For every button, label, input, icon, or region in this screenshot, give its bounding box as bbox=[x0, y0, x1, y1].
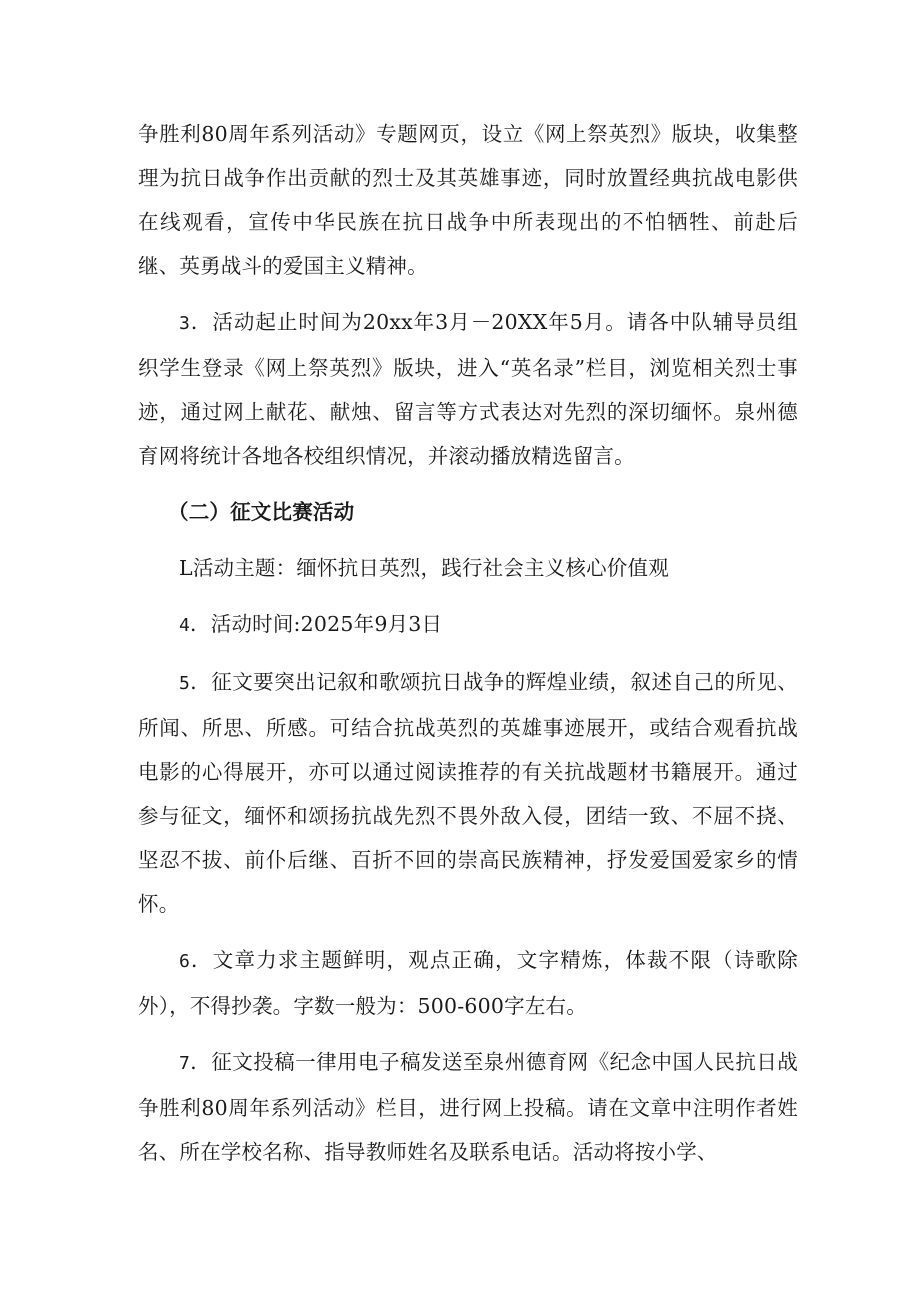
item-number: 5 bbox=[179, 673, 191, 694]
item-number: 6 bbox=[179, 951, 191, 972]
paragraph-theme: L活动主题：缅怀抗日英烈，践行社会主义核心价值观 bbox=[179, 556, 669, 580]
paragraph-item-3 bbox=[138, 300, 798, 478]
paragraph-item-4 bbox=[138, 602, 798, 648]
item-text: ．征文要突出记叙和歌颂抗日战争的辉煌业绩，叙述自己的所见、所闻、所思、所感。可结合抗战英烈的英雄事迹展开，或结合观看抗战电影的心得展开，亦可以通过阅读推荐的有关抗战题材书籍展开。通过参与征文，缅怀和颂扬抗战先烈不畏外敌入侵，团结一致、不屈不挠、坚忍不拔、前仆后继、百折不回的崇高民族精神，抒发爱国爱家乡的情怀。 bbox=[138, 670, 798, 916]
item-text: ．活动时间:2025年9月3日 bbox=[190, 612, 443, 636]
document-body bbox=[138, 112, 798, 1186]
paragraph-item-7 bbox=[138, 1040, 798, 1174]
paragraph-item-6 bbox=[138, 938, 798, 1028]
paragraph-item-5 bbox=[138, 660, 798, 926]
item-number: 7 bbox=[179, 1053, 191, 1074]
section-heading: （二）征文比赛活动 bbox=[168, 500, 355, 524]
item-text: ．活动起止时间为20xx年3月－20XX年5月。请各中队辅导员组织学生登录《网上祭英烈》版块，进入“英名录”栏目，浏览相关烈士事迹，通过网上献花、献烛、留言等方式表达对先烈的深切缅怀。泉州德育网将统计各地各校组织情况，并滚动播放精选留言。 bbox=[138, 310, 798, 468]
item-number: 3 bbox=[179, 313, 191, 334]
item-text: ．征文投稿一律用电子稿发送至泉州德育网《纪念中国人民抗日战争胜利80周年系列活动》栏目，进行网上投稿。请在文章中注明作者姓名、所在学校名称、指导教师姓名及联系电话。活动将按小学、 bbox=[138, 1050, 798, 1164]
paragraph-continuation: 争胜利80周年系列活动》专题网页，设立《网上祭英烈》版块，收集整理为抗日战争作出贡献的烈士及其英雄事迹，同时放置经典抗战电影供在线观看，宣传中华民族在抗日战争中所表现出的不怕牺牲、前赴后继、英勇战斗的爱国主义精神。 bbox=[138, 122, 798, 278]
item-number: 4 bbox=[179, 615, 191, 636]
item-text: ．文章力求主题鲜明，观点正确，文字精炼，体裁不限（诗歌除外），不得抄袭。字数一般为：500-600字左右。 bbox=[138, 948, 798, 1018]
